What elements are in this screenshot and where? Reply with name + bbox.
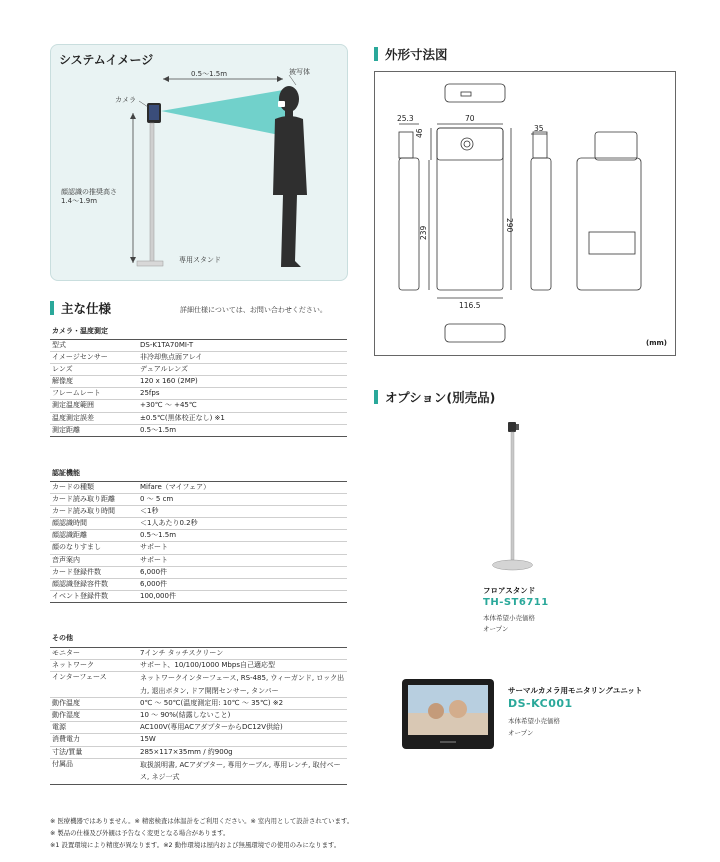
table-row: 測定距離 0.5～1.5m bbox=[50, 425, 347, 437]
table-row: 測定温度範囲 +30℃ ～ +45℃ bbox=[50, 400, 347, 412]
specs-note: 詳細仕様については、お問い合わせください。 bbox=[180, 306, 327, 314]
table-row: 顔認識登録容件数 6,000件 bbox=[50, 579, 347, 591]
system-illustration bbox=[51, 45, 349, 282]
footnote-2: ※ 製品の仕様及び外観は予告なく変更となる場合があります。 bbox=[50, 829, 230, 837]
dim-70: 70 bbox=[465, 114, 475, 123]
table-row: 型式 DS-K1TA70MI-T bbox=[50, 340, 347, 352]
table-row: 音声案内 サポート bbox=[50, 555, 347, 567]
dim-25-3: 25.3 bbox=[397, 114, 414, 123]
distance-label: 0.5～1.5m bbox=[191, 70, 228, 78]
stand-pole bbox=[150, 123, 154, 263]
monitoring-unit-model: DS-KC001 bbox=[508, 697, 573, 710]
face-mask bbox=[278, 101, 285, 107]
dimension-drawing bbox=[375, 72, 675, 355]
table-row: ネットワーク サポート、10/100/1000 Mbps自己適応型 bbox=[50, 660, 347, 672]
stand-base bbox=[137, 261, 163, 266]
dim-239: 239 bbox=[419, 225, 428, 240]
table-row: 付属品 取扱説明書, ACアダプター, 専用ケーブル, 専用レンチ, 取付ベース, ネジ一式 bbox=[50, 759, 347, 785]
floor-stand-price: オープン bbox=[483, 625, 509, 633]
specs-heading: 主な仕様 bbox=[50, 299, 111, 317]
table-row: 動作温度 0℃ ～ 50℃(温度測定用: 10℃ ～ 35℃) ※2 bbox=[50, 698, 347, 710]
group-title-camera: カメラ・温度測定 bbox=[52, 327, 108, 335]
group-title-auth: 認証機能 bbox=[52, 469, 80, 477]
table-row: 顔認識距離 0.5～1.5m bbox=[50, 530, 347, 542]
monitoring-unit-name: サーマルカメラ用モニタリングユニット bbox=[508, 686, 643, 695]
table-row: イベント登録件数 100,000件 bbox=[50, 591, 347, 603]
floor-stand-name: フロアスタンド bbox=[483, 586, 536, 595]
camera-beam bbox=[161, 89, 289, 137]
right-side-view bbox=[531, 158, 551, 290]
face-height-label-2: 1.4～1.9m bbox=[61, 197, 98, 205]
table-row: 寸法/質量 285×117×35mm / 約900g bbox=[50, 747, 347, 759]
dim-46: 46 bbox=[415, 128, 424, 138]
table-row: レンズ デュアルレンズ bbox=[50, 364, 347, 376]
stand-label: 専用スタンド bbox=[179, 256, 221, 264]
monitoring-unit-image bbox=[402, 679, 494, 749]
dim-116-5: 116.5 bbox=[459, 301, 481, 310]
table-row: 顔のなりすまし サポート bbox=[50, 542, 347, 554]
floor-stand-model: TH-ST6711 bbox=[483, 597, 549, 608]
spec-table-other bbox=[50, 647, 347, 785]
camera-label: カメラ bbox=[115, 96, 136, 104]
system-image-panel bbox=[50, 44, 348, 281]
dimension-drawing-box bbox=[374, 71, 676, 356]
table-row: イメージセンサー 非冷却焦点面アレイ bbox=[50, 352, 347, 364]
top-view bbox=[445, 84, 505, 102]
floor-stand-price-label: 本体希望小売価格 bbox=[483, 614, 535, 622]
dimension-unit: (mm) bbox=[646, 339, 667, 347]
table-row: カード登録件数 6,000件 bbox=[50, 567, 347, 579]
table-row: カード読み取り距離 0 ～ 5 cm bbox=[50, 494, 347, 506]
left-side-view bbox=[399, 158, 419, 290]
table-row: インターフェース ネットワークインターフェース, RS-485, ウィーガンド, ロック出力, 退出ボタン, ドア開閉センサー, タンパー bbox=[50, 672, 347, 698]
bottom-view bbox=[445, 324, 505, 342]
subject-label: 被写体 bbox=[289, 68, 310, 76]
options-heading: オプション(別売品) bbox=[374, 388, 495, 406]
table-row: カードの種類 Mifare（マイフェア） bbox=[50, 482, 347, 494]
front-view bbox=[437, 128, 503, 290]
table-row: モニター 7インチ タッチスクリーン bbox=[50, 648, 347, 660]
footnote-3: ※1 設置環境により精度が異なります。※2 動作環境は屋内および無風環境での使用のみになります。 bbox=[50, 841, 341, 849]
dim-290: 290 bbox=[505, 218, 514, 233]
floor-stand-image bbox=[490, 418, 550, 578]
table-row: カード読み取り時間 ＜1秒 bbox=[50, 506, 347, 518]
table-row: 顔認識時間 ＜1人あたり0.2秒 bbox=[50, 518, 347, 530]
dim-35: 35 bbox=[534, 124, 544, 133]
table-row: 温度測定誤差 ±0.5℃(黒体校正なし) ※1 bbox=[50, 413, 347, 425]
table-row: 電源 AC100V(専用ACアダプターからDC12V供給) bbox=[50, 722, 347, 734]
footnote-1: ※ 医療機器ではありません。※ 精密検査は体温計をご利用ください。※ 室内用として設計されています。 bbox=[50, 817, 354, 825]
table-row: 消費電力 15W bbox=[50, 734, 347, 746]
dimensions-heading: 外形寸法図 bbox=[374, 45, 448, 63]
monitoring-unit-price-label: 本体希望小売価格 bbox=[508, 717, 560, 725]
monitoring-unit-price: オープン bbox=[508, 729, 534, 737]
face-height-label-1: 顔認識の推奨高さ bbox=[61, 188, 117, 196]
back-view bbox=[577, 158, 641, 290]
group-title-other: その他 bbox=[52, 634, 73, 642]
spec-table-camera bbox=[50, 339, 347, 437]
table-row: フレームレート 25fps bbox=[50, 388, 347, 400]
table-row: 解像度 120 x 160 (2MP) bbox=[50, 376, 347, 388]
spec-table-auth bbox=[50, 481, 347, 603]
system-image-title: システムイメージ bbox=[59, 53, 154, 67]
table-row: 動作湿度 10 ～ 90%(結露しないこと) bbox=[50, 710, 347, 722]
